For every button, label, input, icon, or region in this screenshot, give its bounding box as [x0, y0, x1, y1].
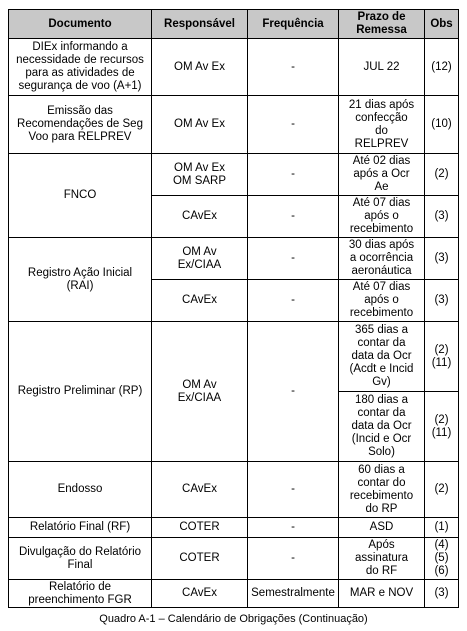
table-row	[9, 518, 459, 538]
table-row	[9, 154, 459, 196]
obligations-table-wrapper	[8, 9, 458, 608]
cell-obs: (3)	[425, 580, 459, 608]
header-documento: Documento	[9, 10, 152, 39]
cell-prazo: ASD	[339, 518, 425, 538]
cell-responsavel: OM Av Ex/CIAA	[152, 238, 248, 280]
cell-responsavel: CAvEx	[152, 280, 248, 322]
header-row	[9, 10, 459, 39]
cell-prazo: 180 dias a contar da data da Ocr (Incid e Ocr Solo)	[339, 392, 425, 462]
cell-frequencia: -	[248, 518, 339, 538]
cell-documento: DIEx informando a necessidade de recursos para as atividades de segurança de voo (A+1)	[9, 39, 152, 96]
cell-documento: Relatório de preenchimento FGR	[9, 580, 152, 608]
table-row	[9, 96, 459, 154]
cell-obs: (1)	[425, 518, 459, 538]
cell-responsavel: COTER	[152, 538, 248, 580]
cell-prazo: 21 dias após confecção do RELPREV	[339, 96, 425, 154]
table-row	[9, 580, 459, 608]
cell-frequencia: -	[248, 462, 339, 518]
cell-prazo: Até 02 dias após a Ocr Ae	[339, 154, 425, 196]
obligations-table	[8, 9, 459, 608]
table-row	[9, 322, 459, 392]
table-row	[9, 238, 459, 280]
cell-documento: Endosso	[9, 462, 152, 518]
cell-obs: (10)	[425, 96, 459, 154]
cell-frequencia: -	[248, 154, 339, 196]
cell-responsavel: CAvEx	[152, 196, 248, 238]
header-frequencia: Frequência	[248, 10, 339, 39]
cell-frequencia: Semestralmente	[248, 580, 339, 608]
cell-documento: Registro Ação Inicial (RAI)	[9, 238, 152, 322]
cell-prazo: Até 07 dias após o recebimento	[339, 196, 425, 238]
table-row	[9, 39, 459, 96]
cell-responsavel: CAvEx	[152, 462, 248, 518]
cell-responsavel: COTER	[152, 518, 248, 538]
cell-documento: Registro Preliminar (RP)	[9, 322, 152, 462]
cell-obs: (2) (11)	[425, 392, 459, 462]
cell-frequencia: -	[248, 238, 339, 280]
cell-obs: (4) (5) (6)	[425, 538, 459, 580]
cell-responsavel: OM Av Ex OM SARP	[152, 154, 248, 196]
table-row	[9, 462, 459, 518]
cell-prazo: 365 dias a contar da data da Ocr (Acdt e Incid Gv)	[339, 322, 425, 392]
header-responsavel: Responsável	[152, 10, 248, 39]
cell-obs: (3)	[425, 280, 459, 322]
cell-frequencia: -	[248, 538, 339, 580]
cell-prazo: JUL 22	[339, 39, 425, 96]
cell-prazo: 30 dias após a ocorrência aeronáutica	[339, 238, 425, 280]
header-prazo: Prazo de Remessa	[339, 10, 425, 39]
table-caption: Quadro A-1 – Calendário de Obrigações (Continuação)	[99, 613, 368, 625]
cell-responsavel: OM Av Ex	[152, 96, 248, 154]
cell-frequencia: -	[248, 96, 339, 154]
cell-prazo: Após assinatura do RF	[339, 538, 425, 580]
header-obs: Obs	[425, 10, 459, 39]
table-row	[9, 538, 459, 580]
cell-documento: FNCO	[9, 154, 152, 238]
cell-documento: Divulgação do Relatório Final	[9, 538, 152, 580]
cell-obs: (2) (11)	[425, 322, 459, 392]
cell-obs: (2)	[425, 154, 459, 196]
cell-prazo: Até 07 dias após o recebimento	[339, 280, 425, 322]
cell-responsavel: CAvEx	[152, 580, 248, 608]
cell-documento: Relatório Final (RF)	[9, 518, 152, 538]
cell-responsavel: OM Av Ex/CIAA	[152, 322, 248, 462]
cell-obs: (3)	[425, 238, 459, 280]
cell-obs: (3)	[425, 196, 459, 238]
cell-prazo: MAR e NOV	[339, 580, 425, 608]
cell-documento: Emissão das Recomendações de Seg Voo para RELPREV	[9, 96, 152, 154]
cell-obs: (12)	[425, 39, 459, 96]
cell-obs: (2)	[425, 462, 459, 518]
cell-frequencia: -	[248, 196, 339, 238]
cell-responsavel: OM Av Ex	[152, 39, 248, 96]
cell-frequencia: -	[248, 280, 339, 322]
cell-frequencia: -	[248, 322, 339, 462]
cell-frequencia: -	[248, 39, 339, 96]
cell-prazo: 60 dias a contar do recebimento do RP	[339, 462, 425, 518]
